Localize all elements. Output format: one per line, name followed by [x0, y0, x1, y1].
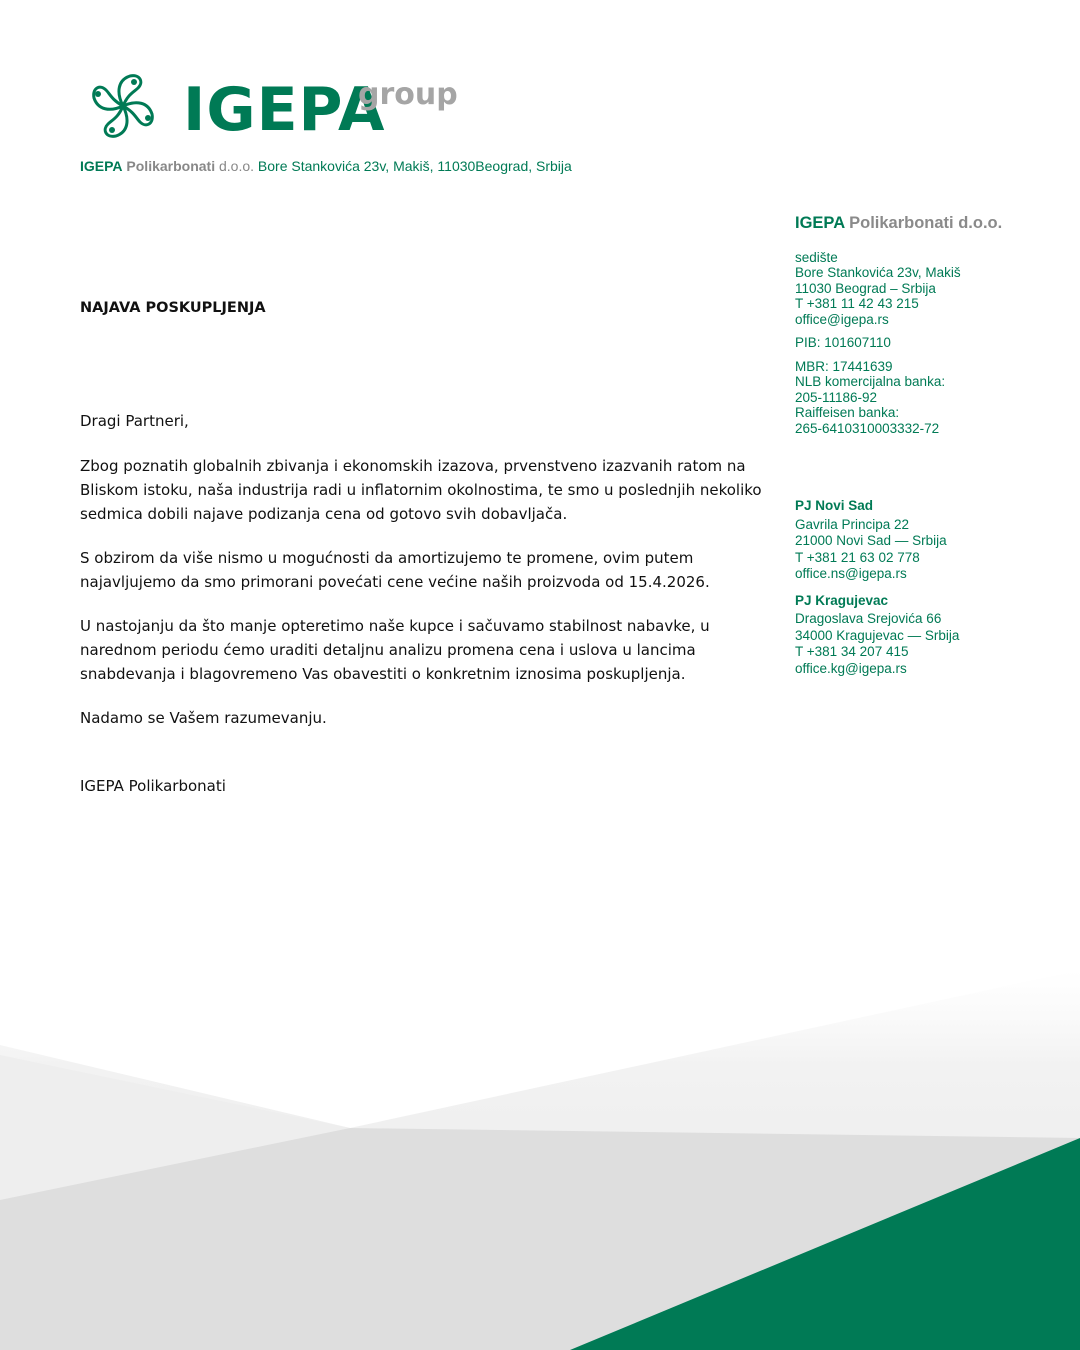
sidebar-kragujevac-city: 34000 Kragujevac — Srbija — [795, 627, 960, 643]
sidebar-bank-name-1: NLB komercijalna banka: — [795, 374, 946, 389]
letter-paragraph-2: S obzirom da više nismo u mogućnosti da amortizujemo te promene, ovim putem najavljujemo da smo primorani povećati cene većine naših proizvoda od 15.4.2026. — [80, 549, 710, 591]
sidebar-kragujevac-phone: T +381 34 207 415 — [795, 644, 909, 659]
logo-group-label: group — [358, 77, 458, 112]
sidebar-kragujevac — [795, 593, 1065, 678]
header-brand: IGEPA — [80, 158, 123, 174]
sidebar-bank-name-2: Raiffeisen banka: — [795, 405, 900, 420]
letter-closing: Nadamo se Vašem razumevanju. — [80, 709, 327, 727]
sidebar-hq-phone: T +381 11 42 43 215 — [795, 296, 919, 311]
sidebar-novi-sad-street: Gavrila Principa 22 — [795, 516, 910, 532]
sidebar-company-name — [795, 216, 1065, 232]
sidebar-hq — [795, 250, 1065, 328]
sidebar-kragujevac-street: Dragoslava Srejovića 66 — [795, 611, 942, 626]
swirl-petals-logo-icon — [88, 72, 158, 142]
sidebar-hq-label: sedište — [795, 249, 838, 265]
letter-title: NAJAVA POSKUPLJENJA — [80, 300, 266, 316]
header-company: Polikarbonati — [126, 158, 216, 174]
sidebar-novi-sad-title: PJ Novi Sad — [795, 498, 874, 513]
sidebar-bank-account-2: 265-6410310003332-72 — [795, 420, 940, 436]
sidebar-novi-sad — [795, 498, 1065, 583]
sidebar-hq-email[interactable]: office@igepa.rs — [795, 311, 889, 327]
sidebar-novi-sad-phone: T +381 21 63 02 778 — [795, 549, 920, 565]
sidebar-mbr: MBR: 17441639 — [795, 358, 893, 374]
letter-signature: IGEPA Polikarbonati — [80, 777, 226, 795]
header-address: Bore Stankovića 23v, Makiš, 11030Beograd, Srbija — [257, 158, 572, 174]
sidebar-pib: PIB: 101607110 — [795, 335, 891, 350]
sidebar-hq-city: 11030 Beograd – Srbija — [795, 280, 936, 296]
header-legal: d.o.o. — [219, 158, 255, 174]
logo-wordmark: IGEPA — [183, 75, 386, 145]
letter-greeting: Dragi Partneri, — [80, 412, 189, 430]
letter-paragraph-1: Zbog poznatih globalnih zbivanja i ekonomskih izazova, prvenstveno izazvanih ratom na Bliskom istoku, naša industrija radi u inflatornim okolnostima, te smo u poslednjih nekoliko sedmica dobili najave podizanja cena od gotovo svih dobavljača. — [80, 457, 762, 523]
sidebar-company: Polikarbonati d.o.o. — [849, 214, 1003, 232]
sidebar-novi-sad-email[interactable]: office.ns@igepa.rs — [795, 566, 907, 581]
sidebar-hq-street: Bore Stankovića 23v, Makiš — [795, 265, 961, 280]
header-address-line — [80, 158, 572, 174]
sidebar-novi-sad-city: 21000 Novi Sad — Srbija — [795, 533, 947, 548]
sidebar-kragujevac-title: PJ Kragujevac — [795, 592, 889, 608]
letter-paragraph-3: U nastojanju da što manje opteretimo naše kupce i sačuvamo stabilnost nabavke, u narednom periodu ćemo uraditi detaljnu analizu promena cena i uslova u lancima snabdevanja i blagovremeno Vas obavestiti o konkretnim iznosima poskupljenja. — [80, 617, 710, 683]
sidebar-bank-account-1: 205-11186-92 — [795, 389, 878, 405]
sidebar-brand: IGEPA — [795, 214, 845, 232]
company-sidebar — [795, 216, 1065, 677]
sidebar-bank — [795, 359, 1065, 437]
sidebar-kragujevac-email[interactable]: office.kg@igepa.rs — [795, 660, 907, 676]
